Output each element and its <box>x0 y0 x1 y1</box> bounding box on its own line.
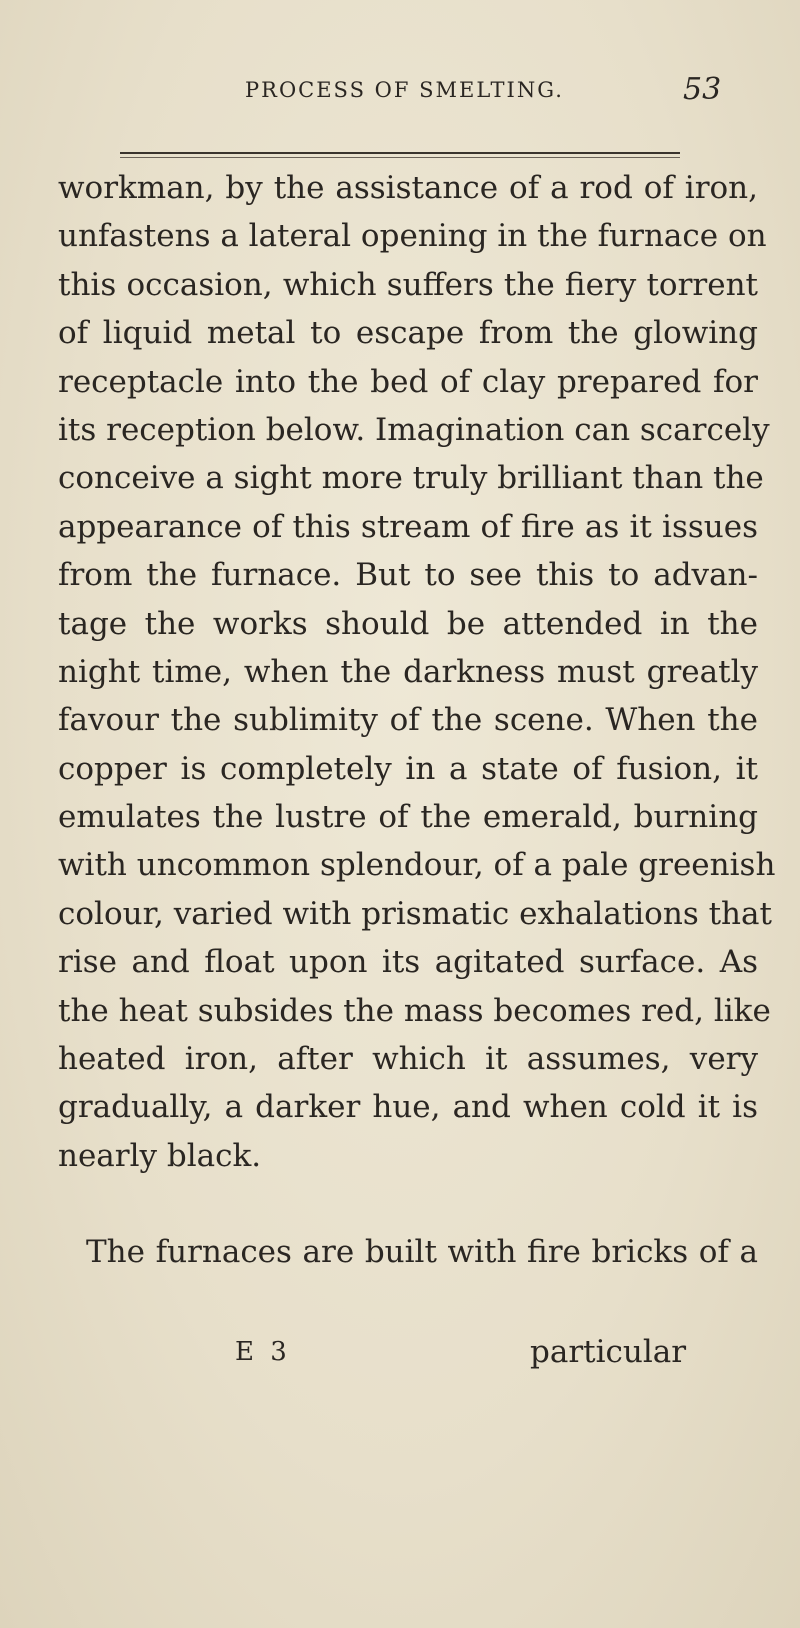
paragraph-gap <box>58 1180 758 1228</box>
text-line: of liquid metal to escape from the glowing <box>58 315 758 352</box>
text-line: colour, varied with prismatic exhalations that <box>58 895 772 932</box>
signature-mark: E 3 <box>235 1337 291 1367</box>
text-line: tage the works should be attended in the <box>58 605 758 642</box>
text-line: workman, by the assistance of a rod of iron, <box>58 170 758 206</box>
page-header <box>0 68 800 112</box>
paragraph <box>58 164 776 1180</box>
text-line: receptacle into the bed of clay prepared for <box>58 363 758 400</box>
paragraph <box>58 1228 758 1276</box>
text-line: copper is completely in a state of fusion, it <box>58 750 758 787</box>
text-line: rise and float upon its agitated surface. As <box>58 944 758 981</box>
text-line: heated iron, after which it assumes, very <box>58 1041 758 1078</box>
running-head: PROCESS OF SMELTING. <box>245 78 564 102</box>
text-line: this occasion, which suffers the fiery torrent <box>58 266 758 303</box>
text-line: with uncommon splendour, of a pale greenish <box>58 847 776 884</box>
text-line: from the furnace. But to see this to advan- <box>58 557 758 594</box>
text-line: conceive a sight more truly brilliant than the <box>58 460 764 497</box>
text-line: The furnaces are built with fire bricks of a <box>86 1234 758 1271</box>
text-line: emulates the lustre of the emerald, burning <box>58 799 758 836</box>
text-line: its reception below. Imagination can scarcely <box>58 411 770 448</box>
page-footer <box>0 1328 800 1376</box>
text-line: night time, when the darkness must greatly <box>58 653 758 690</box>
text-line: nearly black. <box>58 1137 262 1174</box>
text-line: the heat subsides the mass becomes red, like <box>58 992 771 1029</box>
text-line: gradually, a darker hue, and when cold it is <box>58 1089 758 1126</box>
text-line: favour the sublimity of the scene. When the <box>58 702 758 739</box>
body-text <box>58 164 776 1277</box>
page-number: 53 <box>683 72 722 107</box>
catchword: particular <box>530 1334 687 1370</box>
header-rule <box>120 152 680 154</box>
text-line: unfastens a lateral opening in the furnace on <box>58 218 767 255</box>
text-line: appearance of this stream of fire as it issues <box>58 508 758 545</box>
